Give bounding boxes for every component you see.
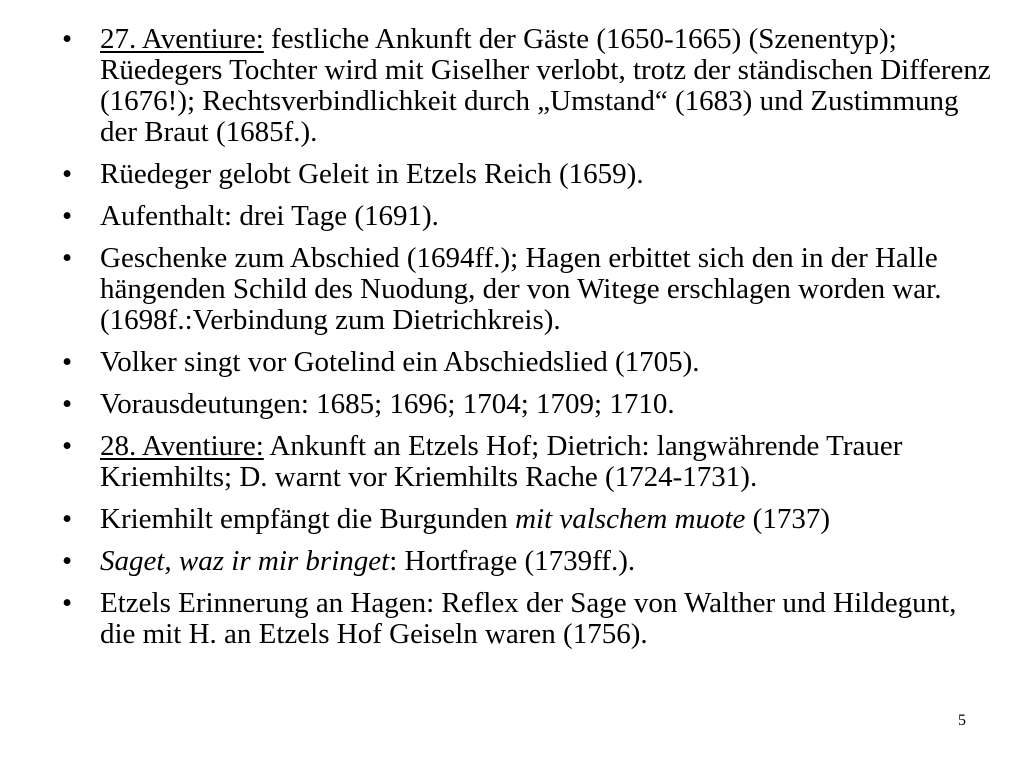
bullet-text: Ankunft an Etzels Hof; Dietrich: langwährende Trauer Kriemhilts; D. warnt vor Kriemhilts Rache (1724-1731).: [100, 430, 903, 493]
aventiure-heading: 27. Aventiure:: [100, 23, 264, 55]
bullet-item-1: [62, 24, 992, 148]
bullet-item-6: [62, 389, 992, 420]
bullet-item-10: [62, 588, 992, 650]
bullet-icon: •: [62, 430, 73, 462]
bullet-item-7: [62, 431, 992, 493]
bullet-text: festliche Ankunft der Gäste (1650-1665) (Szenentyp); Rüedegers Tochter wird mit Giselher verlobt, trotz der ständischen Differenz (1676!); Rechtsverbindlichkeit durch „Umstand“ (1683) und Zustimmung der Braut (1685f.).: [100, 23, 991, 148]
bullet-text: Vorausdeutungen: 1685; 1696; 1704; 1709; 1710.: [100, 388, 675, 420]
bullet-item-8: [62, 504, 992, 535]
bullet-icon: •: [62, 545, 73, 577]
bullet-item-2: [62, 159, 992, 190]
bullet-text: Geschenke zum Abschied (1694ff.); Hagen erbittet sich den in der Halle hängenden Schild des Nuodung, der von Witege erschlagen worden war. (1698f.:Verbindung zum Dietrichkreis).: [100, 242, 942, 336]
bullet-text-after: (1737): [745, 503, 830, 535]
bullet-icon: •: [62, 388, 73, 420]
bullet-text: Kriemhilt empfängt die Burgunden: [100, 503, 516, 535]
bullet-item-9: [62, 546, 992, 577]
bullet-text: Rüedeger gelobt Geleit in Etzels Reich (1659).: [100, 158, 644, 190]
bullet-item-5: [62, 347, 992, 378]
bullet-icon: •: [62, 200, 73, 232]
bullet-text: Volker singt vor Gotelind ein Abschiedslied (1705).: [100, 346, 700, 378]
bullet-item-4: [62, 243, 992, 336]
bullet-list: [62, 24, 992, 661]
bullet-icon: •: [62, 23, 73, 55]
page-number: 5: [958, 712, 966, 729]
bullet-text: Aufenthalt: drei Tage (1691).: [100, 200, 439, 232]
aventiure-heading: 28. Aventiure:: [100, 430, 264, 462]
bullet-icon: •: [62, 158, 73, 190]
bullet-icon: •: [62, 503, 73, 535]
bullet-icon: •: [62, 242, 73, 274]
bullet-icon: •: [62, 346, 73, 378]
italic-quote: Saget, waz ir mir bringet: [100, 545, 390, 577]
bullet-icon: •: [62, 587, 73, 619]
bullet-text: Etzels Erinnerung an Hagen: Reflex der Sage von Walther und Hildegunt, die mit H. an Etzels Hof Geiseln waren (1756).: [100, 587, 957, 650]
italic-quote: mit valschem muote: [515, 503, 746, 535]
bullet-text-after: : Hortfrage (1739ff.).: [389, 545, 636, 577]
bullet-item-3: [62, 201, 992, 232]
